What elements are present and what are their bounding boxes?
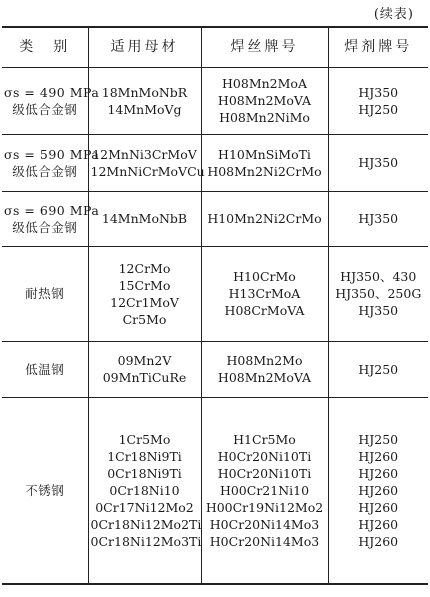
base-metal-cell (88, 397, 201, 584)
flux-grade-cell (328, 191, 428, 246)
cell-line: H08Mn2MoA (222, 76, 307, 91)
cell-line: Cr5Mo (122, 311, 167, 327)
cell-line: 18MnMoNbR (101, 84, 188, 100)
cell-line: H13CrMoA (228, 286, 301, 301)
base-metal-cell (88, 246, 201, 341)
header-category: 类 别 (2, 27, 88, 67)
cell-line: H08Mn2MoVA (217, 370, 312, 385)
cell-line: H08CrMoVA (224, 303, 305, 318)
cell-line: σs = 690 MPa (4, 202, 100, 218)
cell-line: HJ350 (358, 211, 399, 226)
wire-grade-cell (201, 191, 328, 246)
base-metal-cell (88, 191, 201, 246)
cell-line: 12Cr1MoV (110, 294, 179, 310)
cell-line: H08Mn2Mo (226, 353, 303, 368)
continued-label: (续表) (373, 7, 414, 22)
flux-grade-cell (328, 67, 428, 134)
wire-grade-cell (201, 134, 328, 191)
cell-line: 12MnNiCrMoVCu (90, 163, 205, 179)
cell-line: H00Cr21Ni10 (219, 482, 310, 498)
cell-line: 0Cr18Ni10 (109, 482, 180, 498)
cell-line: 0Cr18Ni9Ti (107, 465, 182, 481)
category-cell (2, 341, 88, 397)
flux-grade-cell (328, 134, 428, 191)
table-row (2, 191, 428, 246)
cell-line: H08Mn2NiMo (219, 110, 310, 125)
table-row (2, 134, 428, 191)
welding-materials-table (2, 26, 428, 585)
cell-line: HJ260 (358, 448, 399, 464)
flux-grade-cell (328, 397, 428, 584)
cell-line: HJ260 (358, 465, 399, 481)
cell-line: HJ350 (358, 84, 399, 100)
header-base-metal: 适用母材 (88, 27, 201, 67)
cell-line: 14MnMoVg (107, 101, 182, 117)
cell-line: HJ260 (358, 499, 399, 515)
cell-line: HJ250 (358, 101, 399, 117)
cell-line: 级低合金钢 (12, 163, 78, 179)
wire-grade-cell (201, 341, 328, 397)
cell-line: H08Mn2Ni2CrMo (207, 163, 322, 179)
cell-line: H1Cr5Mo (233, 431, 296, 447)
cell-line: H10Mn2Ni2CrMo (207, 211, 322, 226)
cell-line: HJ260 (358, 516, 399, 532)
cell-line: HJ350、430 (340, 269, 417, 284)
wire-grade-cell (201, 397, 328, 584)
cell-line: 12MnNi3CrMoV (92, 146, 197, 162)
cell-line: H10CrMo (233, 269, 296, 284)
cell-line: 0Cr18Ni12Mo3Ti (90, 533, 202, 549)
cell-line: 低温钢 (25, 361, 65, 377)
cell-line: 1Cr18Ni9Ti (107, 448, 182, 464)
header-wire-grade: 焊丝牌号 (201, 27, 328, 67)
cell-line: H0Cr20Ni10Ti (217, 465, 312, 481)
table-row (2, 67, 428, 134)
cell-line: H00Cr19Ni12Mo2 (205, 499, 324, 515)
base-metal-cell (88, 341, 201, 397)
cell-line: HJ350 (358, 155, 399, 170)
cell-line: HJ350、250G (335, 286, 422, 301)
cell-line: 0Cr17Ni12Mo2 (95, 499, 194, 515)
cell-line: 耐热钢 (25, 286, 65, 301)
table-row (2, 246, 428, 341)
cell-line: 不锈钢 (25, 482, 65, 498)
wire-grade-cell (201, 246, 328, 341)
category-cell (2, 397, 88, 584)
header-row (2, 27, 428, 67)
flux-grade-cell (328, 246, 428, 341)
cell-line: HJ250 (358, 361, 399, 377)
cell-line: H0Cr20Ni14Mo3 (209, 516, 320, 532)
flux-grade-cell (328, 341, 428, 397)
cell-line: σs = 490 MPa (4, 84, 100, 100)
cell-line: HJ350 (358, 303, 399, 318)
cell-line: H0Cr20Ni10Ti (217, 448, 312, 464)
category-cell (2, 191, 100, 246)
cell-line: H0Cr20Ni14Mo3 (209, 533, 320, 549)
cell-line: 15CrMo (118, 277, 171, 293)
cell-line: 级低合金钢 (12, 219, 78, 235)
cell-line: HJ260 (358, 482, 399, 498)
category-cell (2, 134, 100, 191)
cell-line: σs = 590 MPa (4, 146, 100, 162)
base-metal-cell (88, 67, 201, 134)
cell-line: H10MnSiMoTi (218, 146, 311, 162)
cell-line: HJ260 (358, 533, 399, 549)
cell-line: 12CrMo (118, 260, 171, 276)
cell-line: HJ250 (358, 431, 399, 447)
wire-grade-cell (201, 67, 328, 134)
header-flux-grade: 焊剂牌号 (328, 27, 428, 67)
category-cell (2, 67, 100, 134)
table-row (2, 341, 428, 397)
cell-line: 1Cr5Mo (118, 431, 171, 447)
cell-line: 09MnTiCuRe (102, 370, 187, 385)
base-metal-cell (88, 134, 205, 191)
category-cell (2, 246, 88, 341)
cell-line: 14MnMoNbB (101, 211, 188, 226)
table-row (2, 397, 428, 584)
cell-line: 0Cr18Ni12Mo2Ti (90, 516, 202, 532)
cell-line: 09Mn2V (117, 353, 172, 368)
cell-line: H08Mn2MoVA (217, 93, 312, 108)
cell-line: 级低合金钢 (12, 101, 78, 117)
